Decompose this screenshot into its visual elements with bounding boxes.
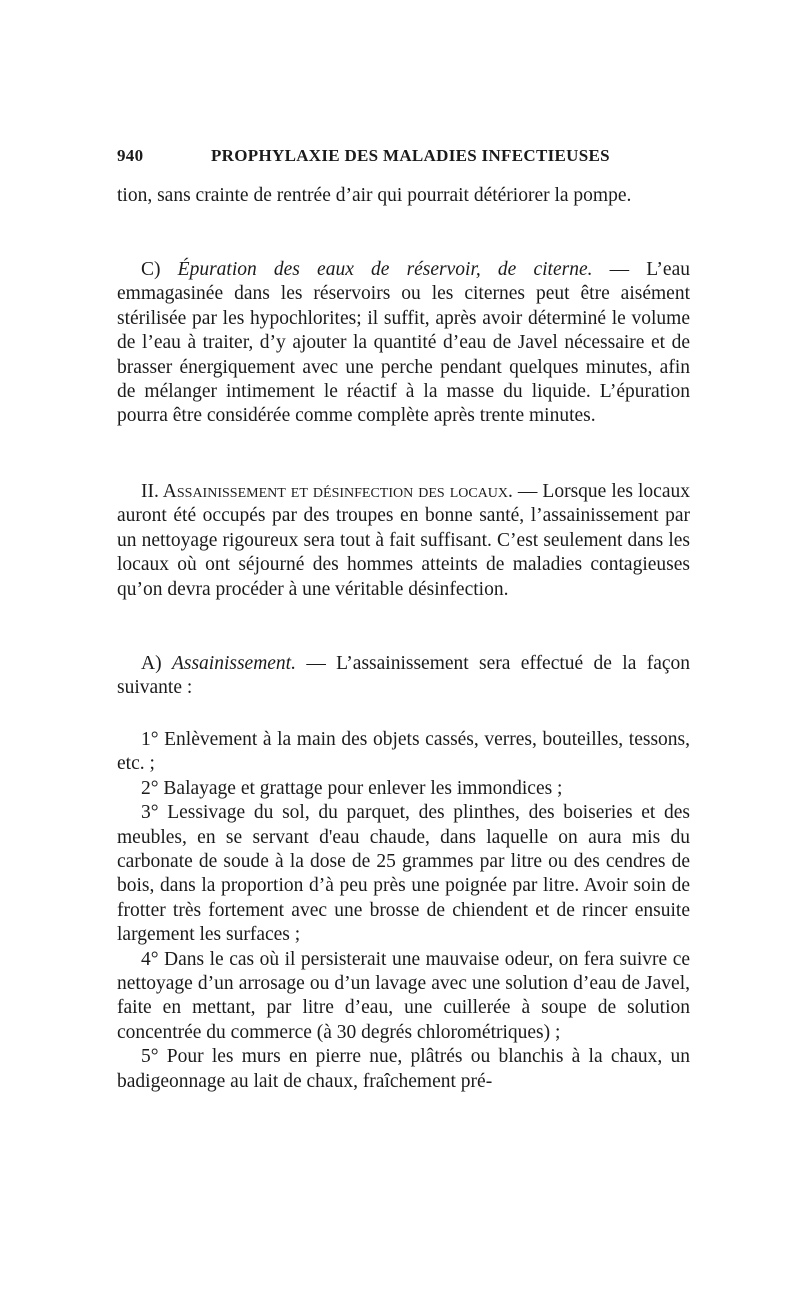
section-heading: Assainissement. [171, 653, 296, 674]
procedure-list [117, 728, 690, 1094]
running-title: PROPHYLAXIE DES MALADIES INFECTIEUSES [211, 146, 610, 165]
section-label: A) [141, 653, 162, 674]
section-heading: Épuration des eaux de réservoir, de citerne. [177, 259, 593, 280]
list-item: 4° Dans le cas où il persisterait une mauvaise odeur, on fera suivre ce nettoyage d’un arrosage ou d’un lavage avec une solution d’eau de Javel, faite en mettant, par litre d’eau, une cuillerée à soupe de solution concentrée du commerce (à 30 degrés chlorométriques) ; [117, 948, 690, 1043]
paragraph-text: — L’assainissement sera effectué de la façon suivante : [117, 653, 691, 699]
paragraph-text: — L’eau emmagasinée dans les réservoirs ou les citernes peut être aisément stérilisée par les hypochlorites; il suffit, après avoir déterminé le volume de l’eau à traiter, d’y ajouter la quantité d’eau de Javel nécessaire et de brasser énergiquement avec une perche pendant quelques minutes, afin de mélanger intimement le réactif à la masse du liquide. L’épuration pourra être considérée comme complète après trente minutes. [117, 259, 690, 427]
section-label: C) [141, 259, 161, 280]
paragraph-assainissement [117, 652, 690, 701]
list-item: 1° Enlèvement à la main des objets cassés, verres, bouteilles, tessons, etc. ; [117, 729, 690, 775]
list-item: 2° Balayage et grattage pour enlever les immondices ; [141, 777, 563, 799]
paragraph-epuration [117, 258, 690, 429]
section-heading: II. Assainissement et désinfection des locaux. [141, 481, 513, 502]
list-item: 5° Pour les murs en pierre nue, plâtrés ou blanchis à la chaux, un badigeonnage au lait de chaux, fraîchement pré- [117, 1046, 690, 1092]
paragraph-text: — Lorsque les locaux auront été occupés par des troupes en bonne santé, l’assainissement par un nettoyage rigoureux sera tout à fait suffisant. C’est seulement dans les locaux où ont séjourné des hommes atteints de maladies contagieuses qu’on devra procéder à une véritable désinfection. [117, 481, 690, 600]
page-number: 940 [117, 146, 144, 165]
paragraph-text: tion, sans crainte de rentrée d’air qui pourrait détériorer la pompe. [117, 185, 632, 206]
list-item: 3° Lessivage du sol, du parquet, des plinthes, des boiseries et des meubles, en se servant d'eau chaude, dans laquelle on aura mis du carbonate de soude à la dose de 25 grammes par litre ou des cendres de bois, dans la proportion d’à peu près une poignée par litre. Avoir soin de frotter très fortement avec une brosse de chiendent et de rincer ensuite largement les surfaces ; [117, 802, 690, 946]
page-header [117, 146, 691, 168]
paragraph-assainissement-locaux [117, 480, 690, 602]
paragraph-continuation [117, 184, 690, 208]
